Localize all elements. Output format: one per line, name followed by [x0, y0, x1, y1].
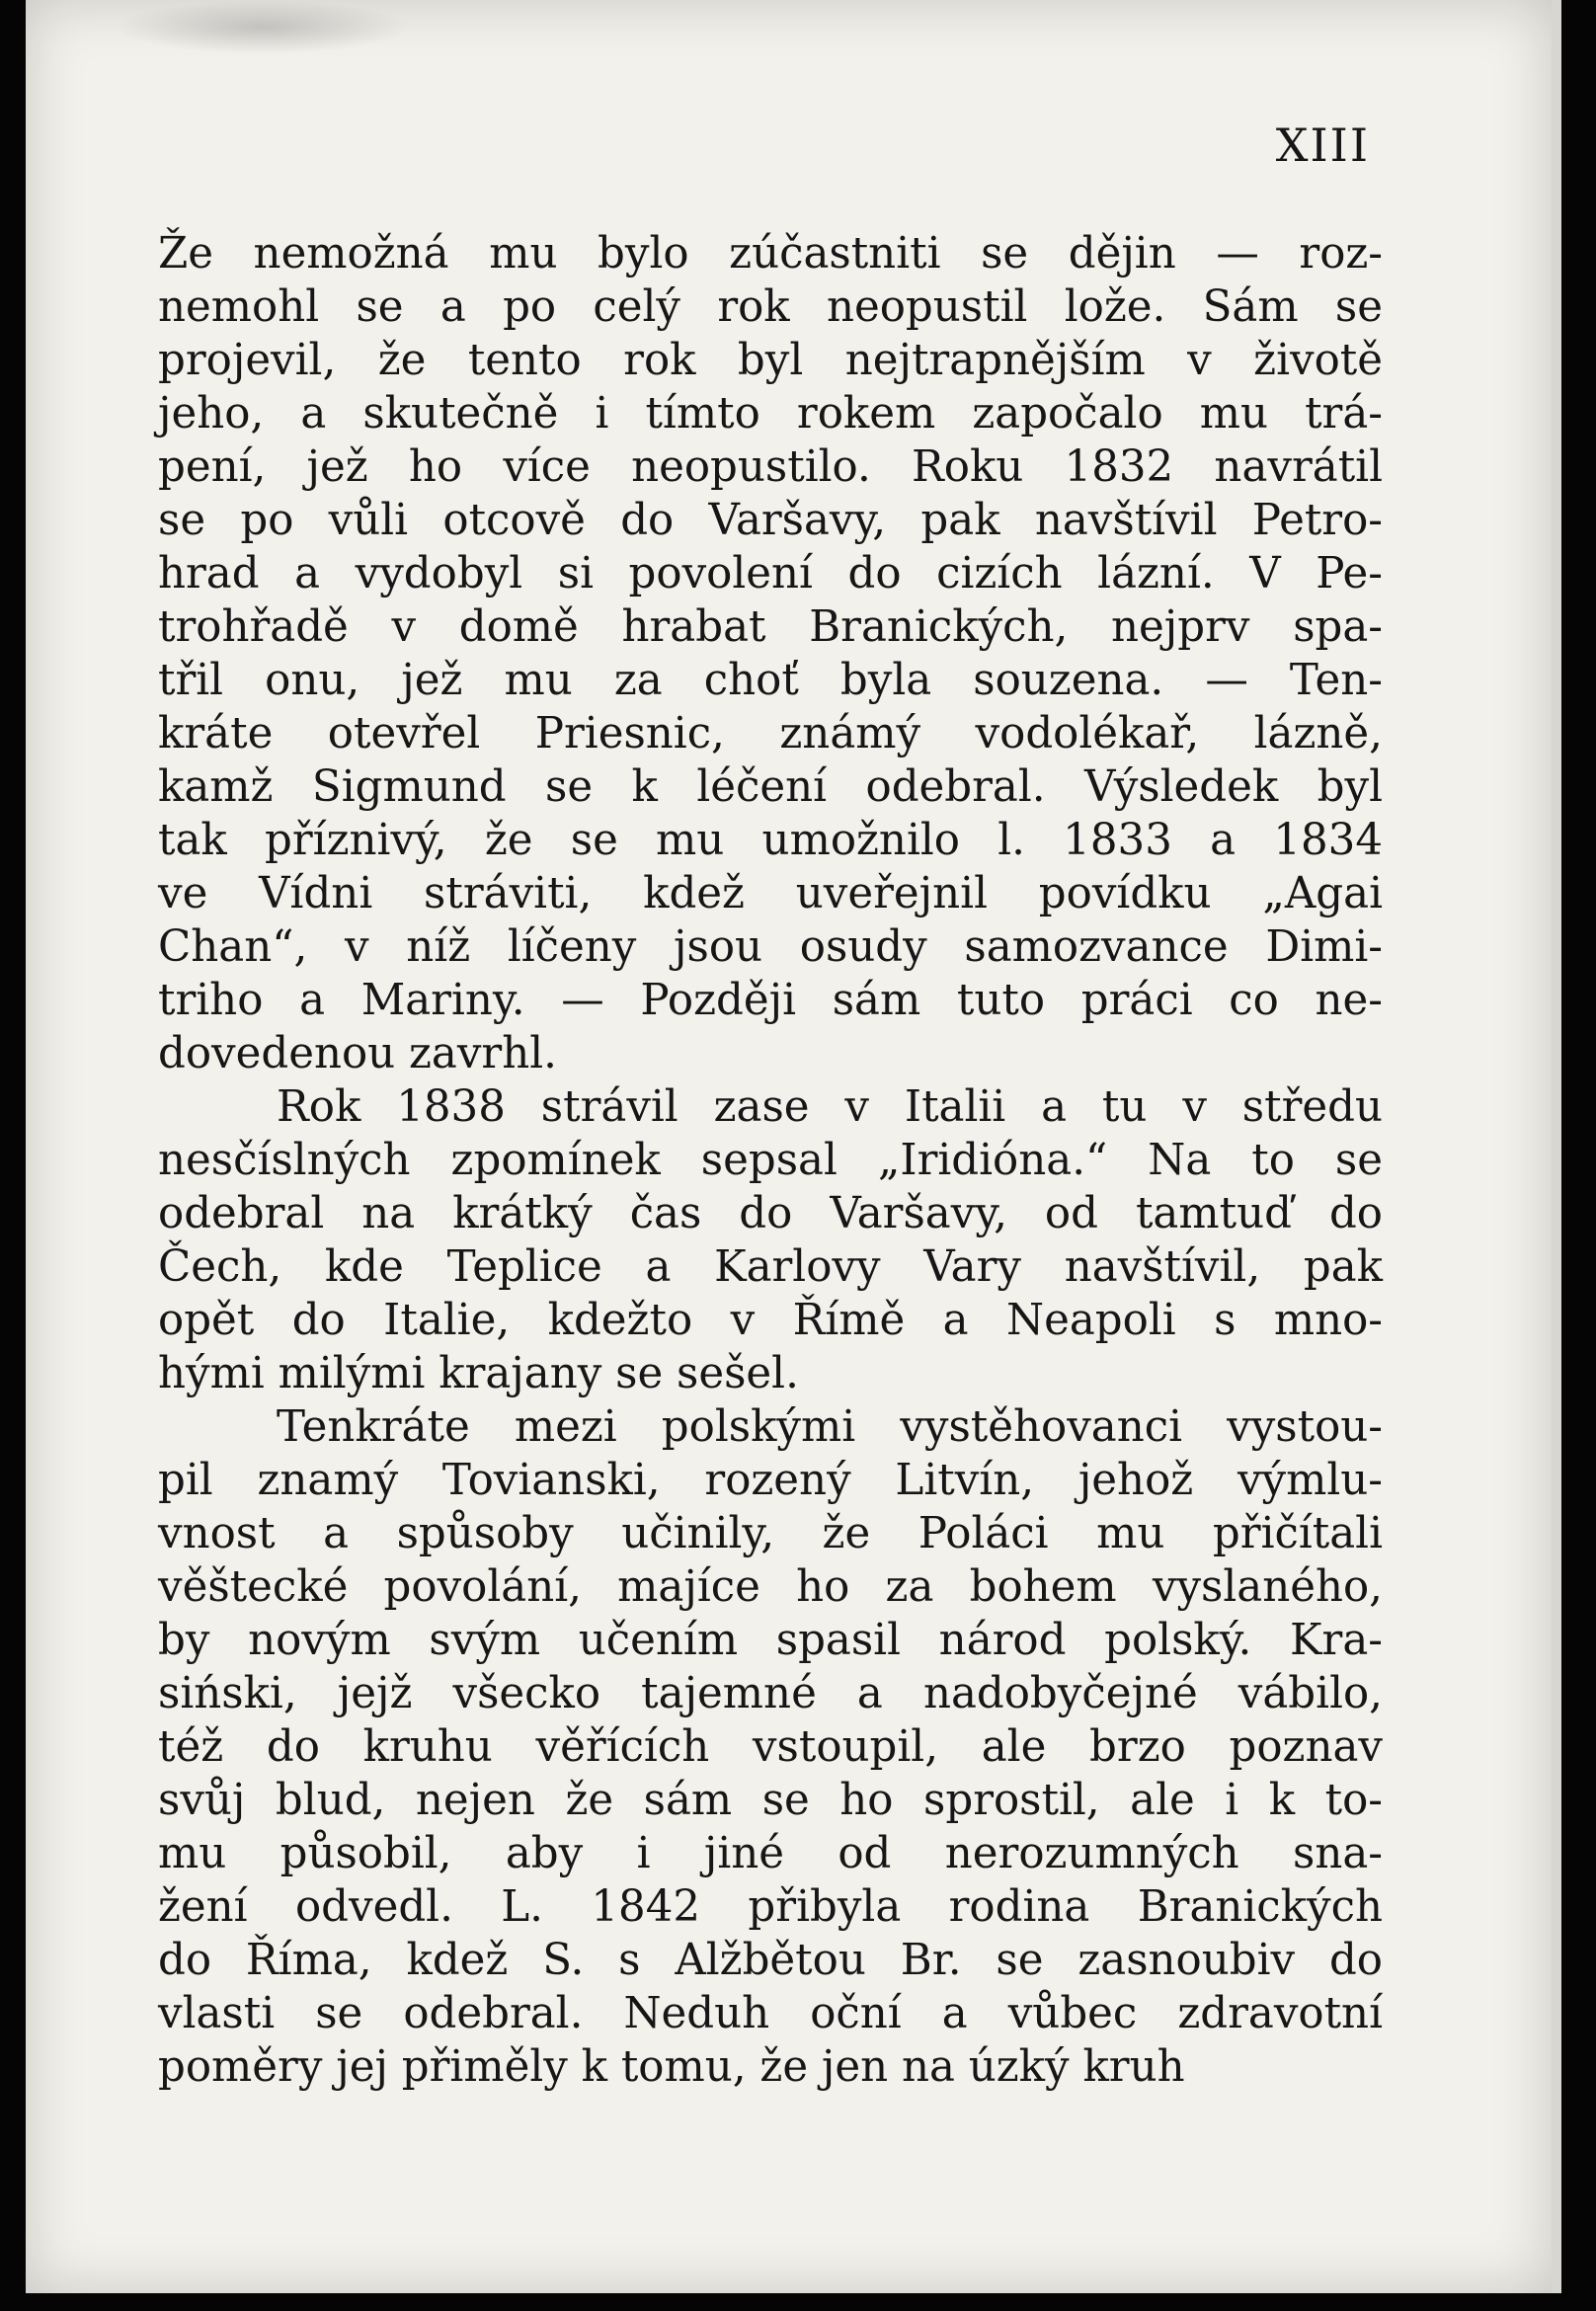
text-line: nemohl se a po celý rok neopustil lože. Sám se	[158, 282, 1383, 332]
text-line: ve Vídni stráviti, kdež uveřejnil povídku „Agai	[158, 869, 1383, 918]
text-line: hými milými krajany se sešel.	[158, 1349, 799, 1398]
text-line: poměry jej přiměly k tomu, že jen na úzký kruh	[158, 2042, 1185, 2092]
text-line: nesčíslných zpomínek sepsal „Iridióna.“ Na to se	[158, 1136, 1383, 1185]
paragraph	[158, 227, 1383, 1080]
text-body	[158, 227, 1383, 2094]
text-line: pil znamý Tovianski, rozený Litvín, jehož výmlu-	[158, 1456, 1383, 1505]
text-line: odebral na krátký čas do Varšavy, od tamtuď do	[158, 1189, 1383, 1238]
text-line: žení odvedl. L. 1842 přibyla rodina Branických	[158, 1882, 1383, 1932]
paragraph	[158, 1080, 1383, 1400]
text-line: do Říma, kdež S. s Alžbětou Br. se zasnoubiv do	[158, 1936, 1383, 1985]
text-line: třil onu, jež mu za choť byla souzena. — Ten-	[158, 656, 1383, 705]
text-line: se po vůli otcově do Varšavy, pak navštívil Petro-	[158, 496, 1383, 545]
text-line: Čech, kde Teplice a Karlovy Vary navštívil, pak	[158, 1242, 1383, 1292]
page-number: XIII	[1275, 119, 1370, 172]
text-line: kráte otevřel Priesnic, známý vodolékař, lázně,	[158, 709, 1383, 758]
text-line: Že nemožná mu bylo zúčastniti se dějin — roz-	[158, 229, 1383, 279]
text-line: opět do Italie, kdežto v Římě a Neapoli s mno-	[158, 1296, 1383, 1345]
text-line: by novým svým učením spasil národ polský. Kra-	[158, 1616, 1383, 1665]
text-line: vnost a spůsoby učinily, že Poláci mu přičítali	[158, 1509, 1383, 1558]
text-line: dovedenou zavrhl.	[158, 1029, 557, 1078]
text-line: projevil, že tento rok byl nejtrapnějším v životě	[158, 336, 1383, 385]
text-line: svůj blud, nejen že sám se ho sprostil, ale i k to-	[158, 1776, 1383, 1825]
page-smudge	[115, 0, 411, 54]
text-line: Chan“, v níž líčeny jsou osudy samozvance Dimi-	[158, 922, 1383, 972]
text-line: triho a Mariny. — Později sám tuto práci co ne-	[158, 976, 1383, 1025]
text-line: Tenkráte mezi polskými vystěhovanci vystou-	[277, 1402, 1383, 1452]
text-line: též do kruhu věřících vstoupil, ale brzo poznav	[158, 1722, 1383, 1772]
text-line: kamž Sigmund se k léčení odebral. Výsledek byl	[158, 762, 1383, 812]
text-line: Rok 1838 strávil zase v Italii a tu v středu	[277, 1082, 1383, 1132]
text-line: pení, jež ho více neopustilo. Roku 1832 navrátil	[158, 442, 1383, 492]
page-edge	[1552, 0, 1561, 2293]
text-line: vlasti se odebral. Neduh oční a vůbec zdravotní	[158, 1989, 1383, 2038]
text-line: věštecké povolání, majíce ho za bohem vyslaného,	[158, 1562, 1383, 1612]
paragraph	[158, 1400, 1383, 2094]
text-line: jeho, a skutečně i tímto rokem započalo mu trá-	[158, 389, 1383, 438]
text-line: hrad a vydobyl si povolení do cizích lázní. V Pe-	[158, 549, 1383, 598]
text-line: trohřadě v domě hrabat Branických, nejprv spa-	[158, 602, 1383, 652]
text-line: siński, jejž všecko tajemné a nadobyčejné vábilo,	[158, 1669, 1383, 1718]
text-line: tak příznivý, že se mu umožnilo l. 1833 a 1834	[158, 816, 1383, 865]
text-line: mu působil, aby i jiné od nerozumných sna-	[158, 1829, 1383, 1878]
